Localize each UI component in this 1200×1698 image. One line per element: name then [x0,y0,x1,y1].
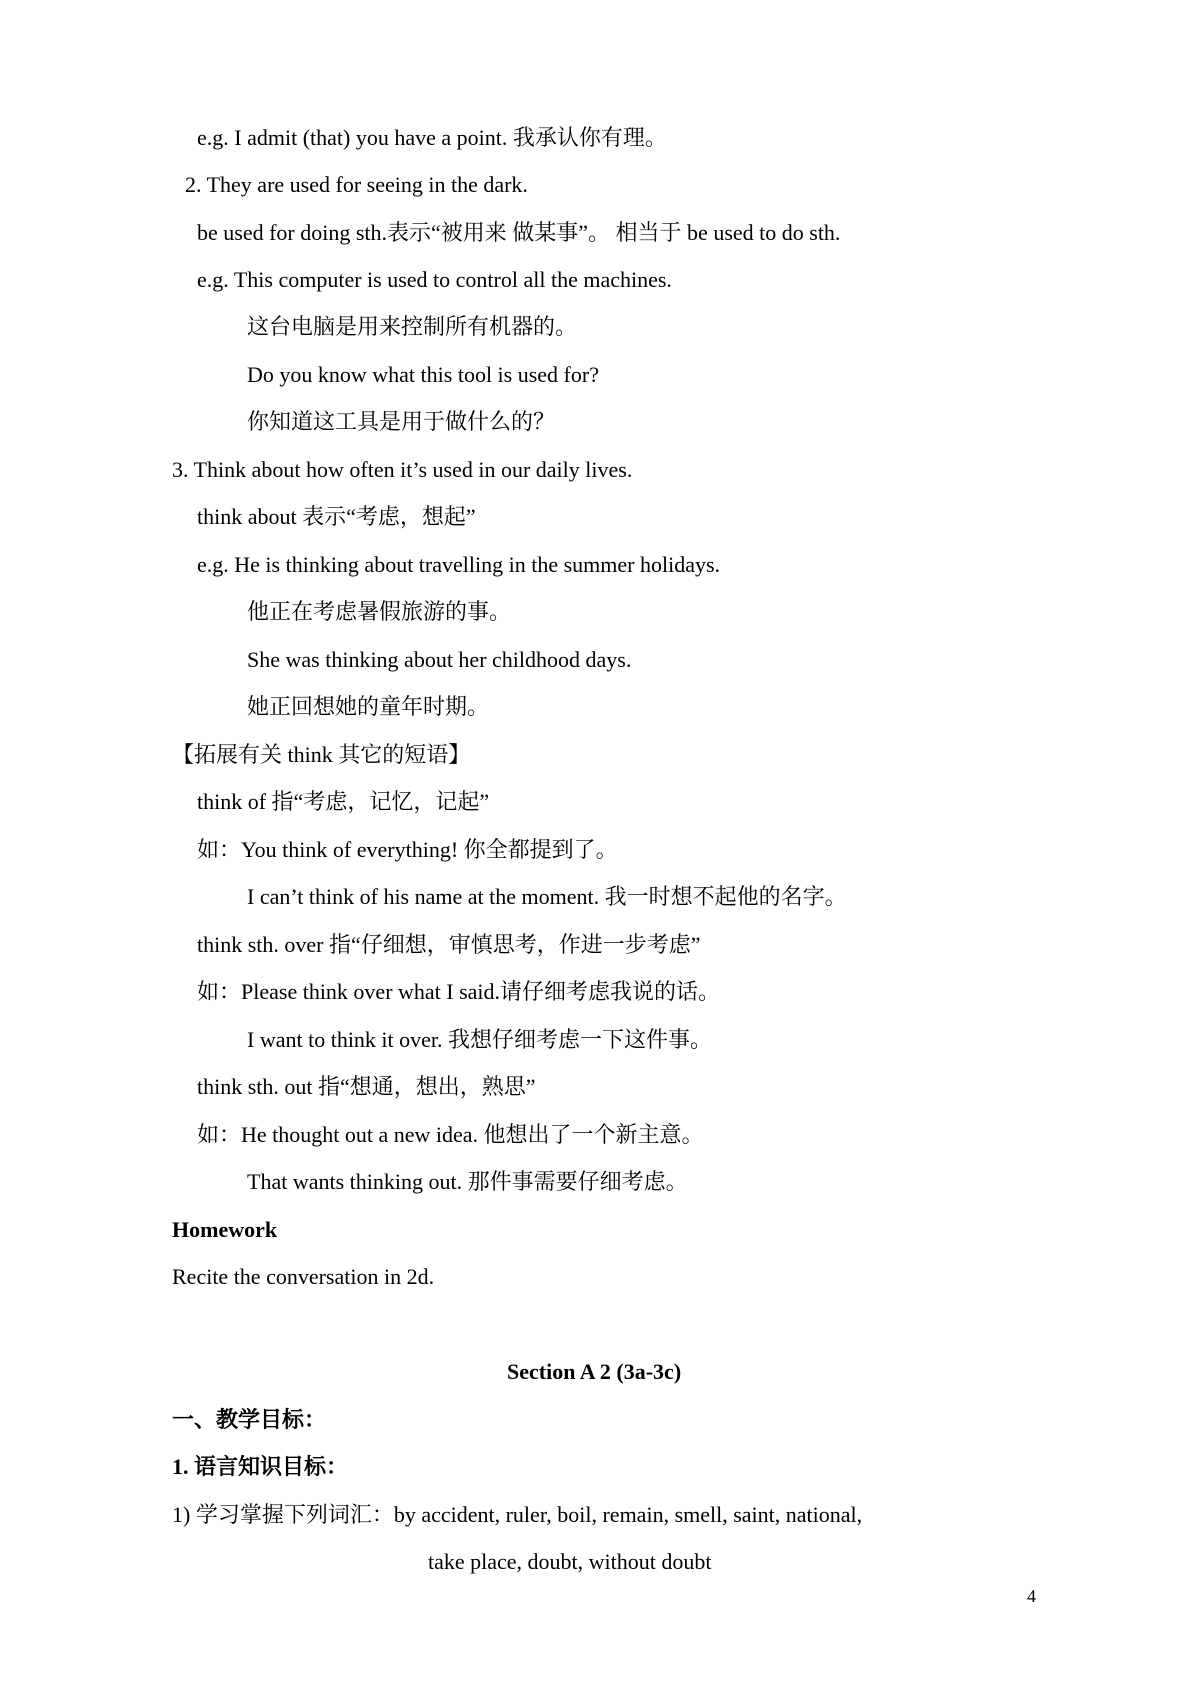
example-admit: e.g. I admit (that) you have a point. 我承认你有理。 [197,125,667,150]
think-of-explanation: think of 指“考虑，记忆，记起” [197,789,490,814]
think-out-explanation: think sth. out 指“想通，想出，熟思” [197,1074,536,1099]
point-3-heading: 3. Think about how often it’s used in our daily lives. [172,457,633,482]
think-over-explanation: think sth. over 指“仔细想，审慎思考，作进一步考虑” [197,932,701,957]
example-childhood-translation: 她正回想她的童年时期。 [247,694,490,719]
teaching-goal-heading: 一、教学目标： [172,1407,327,1432]
example-childhood: She was thinking about her childhood days. [247,647,632,672]
example-tool-translation: 你知道这工具是用于做什么的？ [247,409,556,434]
think-about-explanation: think about 表示“考虑，想起” [197,504,476,529]
homework-heading: Homework [172,1217,278,1242]
page-number: 4 [1027,1586,1036,1606]
example-new-idea: 如：He thought out a new idea. 他想出了一个新主意。 [197,1122,704,1147]
be-used-for-explanation: be used for doing sth.表示“被用来 做某事”。 相当于 be used to do sth. [197,220,841,245]
vocabulary-line-2: take place, doubt, without doubt [428,1549,712,1574]
example-computer-translation: 这台电脑是用来控制所有机器的。 [247,314,578,339]
example-computer: e.g. This computer is used to control all the machines. [197,267,672,292]
homework-text: Recite the conversation in 2d. [172,1264,435,1289]
language-knowledge-heading: 1. 语言知识目标： [172,1454,349,1479]
example-tool: Do you know what this tool is used for? [247,362,599,387]
section-title: Section A 2 (3a-3c) [507,1359,682,1384]
point-2-heading: 2. They are used for seeing in the dark. [185,172,528,197]
example-travelling: e.g. He is thinking about travelling in the summer holidays. [197,552,721,577]
vocabulary-line-1: 1) 学习掌握下列词汇：by accident, ruler, boil, remain, smell, saint, national, [172,1502,863,1527]
example-said: 如：Please think over what I said.请仔细考虑我说的话。 [197,979,721,1004]
extension-heading: 【拓展有关 think 其它的短语】 [172,742,471,767]
example-thinking-out: That wants thinking out. 那件事需要仔细考虑。 [247,1169,688,1194]
example-travelling-translation: 他正在考虑暑假旅游的事。 [247,599,512,624]
example-think-it-over: I want to think it over. 我想仔细考虑一下这件事。 [247,1027,713,1052]
example-everything: 如：You think of everything! 你全都提到了。 [197,837,618,862]
example-name: I can’t think of his name at the moment. 我一时想不起他的名字。 [247,884,847,909]
